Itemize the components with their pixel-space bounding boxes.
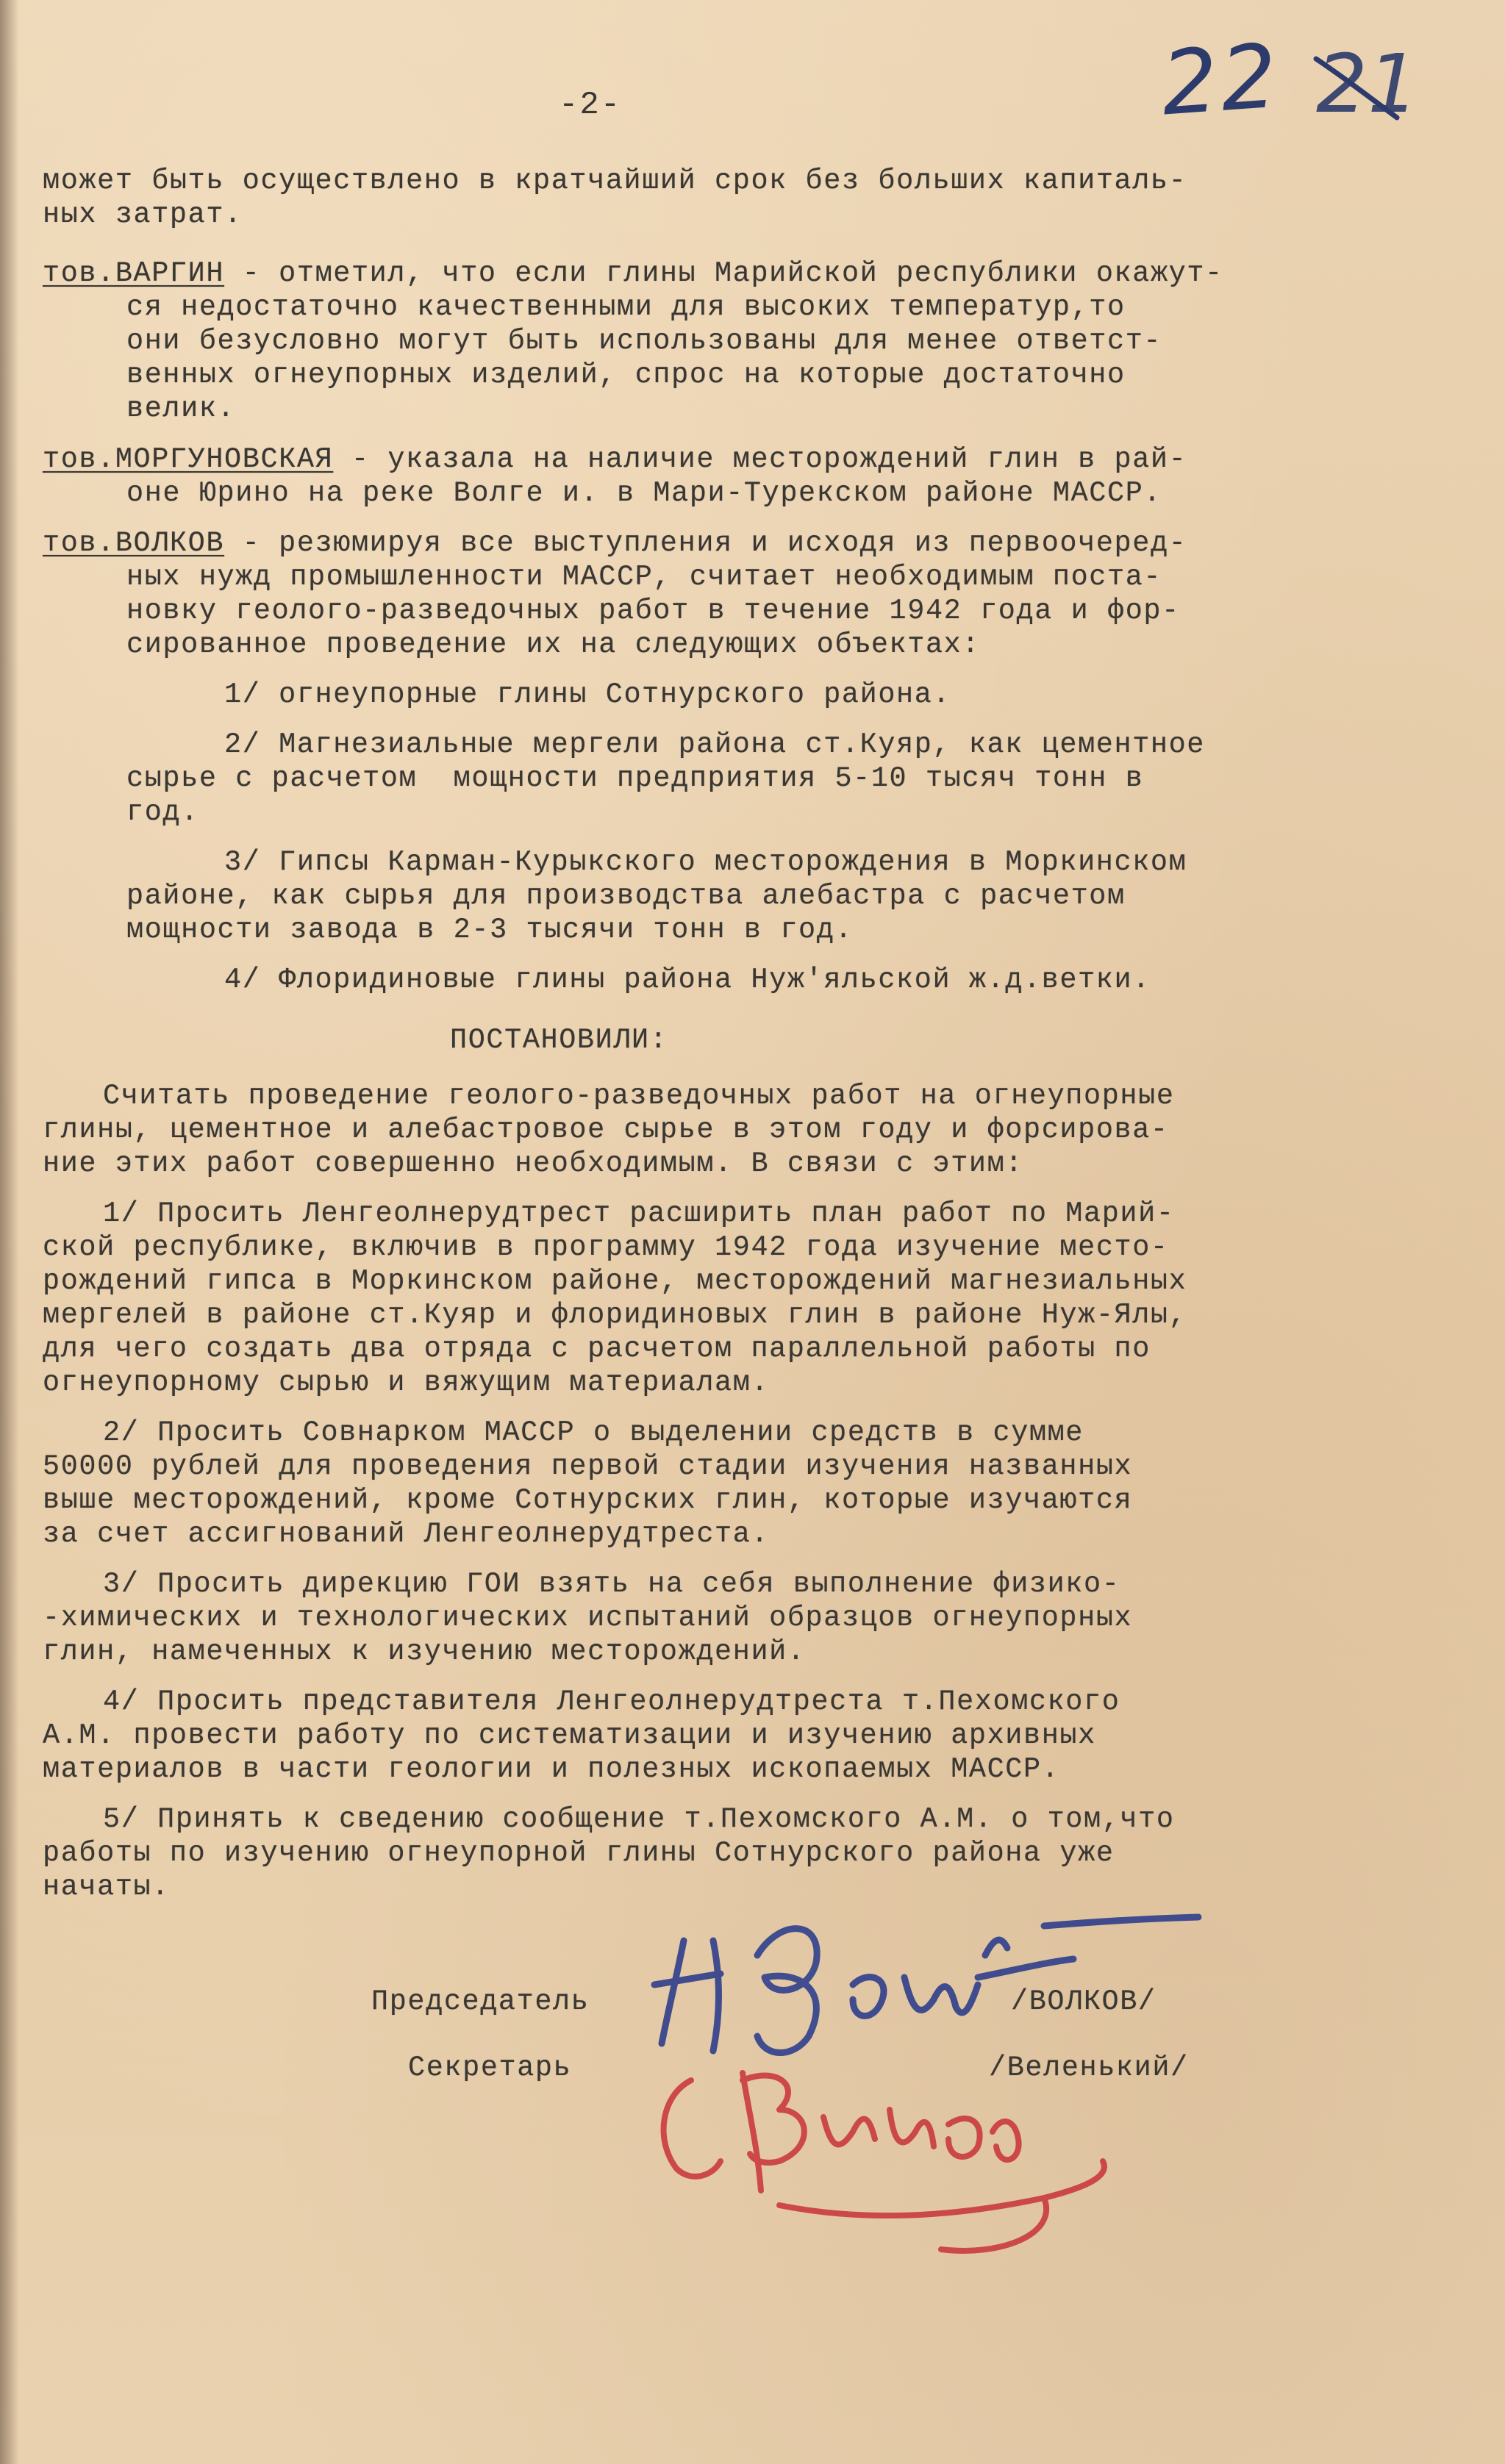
text-line: оне Юрино на реке Волге и. в Мари-Турекском районе МАССР.: [126, 477, 1162, 509]
archive-number: 22: [1158, 25, 1284, 136]
text-line: ся недостаточно качественными для высоких температур,то: [126, 291, 1126, 323]
speaker-text-morgunovskaya: - указала на наличие месторождений глин в рай-: [333, 443, 1187, 476]
text-line: новку геолого-разведочных работ в течение 1942 года и фор-: [126, 595, 1180, 627]
list-item: 3/ Гипсы Карман-Курыкского месторождения в Моркинском: [224, 846, 1187, 878]
list-item: 2/ Магнезиальные мергели района ст.Куяр, как цементное: [224, 728, 1206, 761]
text-line: Считать проведение геолого-разведочных работ на огнеупорные: [103, 1080, 1175, 1112]
text-line: 50000 рублей для проведения первой стадии изучения названных: [43, 1450, 1133, 1483]
page-edge-shadow: [0, 0, 19, 2464]
secretary-name: /Веленький/: [989, 2052, 1189, 2084]
list-item: 5/ Принять к сведению сообщение т.Пехомского А.М. о том,что: [103, 1803, 1175, 1836]
speaker-line-morgunovskaya: [43, 443, 1187, 476]
text-line: сированное проведение их на следующих объектах:: [126, 628, 981, 661]
list-item: 3/ Просить дирекцию ГОИ взять на себя выполнение физико-: [103, 1568, 1120, 1600]
section-heading: ПОСТАНОВИЛИ:: [450, 1024, 668, 1056]
text-line: А.М. провести работу по систематизации и изучению архивных: [43, 1719, 1096, 1752]
text-line: огнеупорному сырью и вяжущим материалам.: [43, 1367, 770, 1399]
text-line: начаты.: [43, 1871, 170, 1903]
list-item: 1/ Просить Ленгеолнерудтрест расширить план работ по Марий-: [103, 1197, 1175, 1230]
speaker-line-vargin: [43, 257, 1223, 290]
text-line: ской республике, включив в программу 1942 года изучение место-: [43, 1231, 1169, 1264]
text-line: глин, намеченных к изучению месторождений.: [43, 1636, 806, 1668]
text-line: материалов в части геологии и полезных ископаемых МАССР.: [43, 1753, 1060, 1786]
speaker-name-morgunovskaya: тов.МОРГУНОВСКАЯ: [43, 443, 334, 476]
speaker-name-vargin: тов.ВАРГИН: [43, 257, 225, 290]
text-line: для чего создать два отряда с расчетом параллельной работы по: [43, 1333, 1151, 1365]
text-line: год.: [126, 796, 199, 828]
text-line: выше месторождений, кроме Сотнурских глин, которые изучаются: [43, 1484, 1133, 1516]
text-line: ных нужд промышленности МАССР, считает необходимым поста-: [126, 561, 1162, 593]
text-line: сырье с расчетом мощности предприятия 5-10 тысяч тонн в: [126, 762, 1144, 795]
text-line: -химических и технологических испытаний образцов огнеупорных: [43, 1602, 1133, 1634]
text-line: велик.: [126, 393, 236, 425]
text-line: мергелей в районе ст.Куяр и флоридиновых глин в районе Нуж-Ялы,: [43, 1299, 1187, 1331]
text-line: может быть осуществлено в кратчайший срок без больших капиталь-: [43, 165, 1187, 197]
chairman-name: /ВОЛКОВ/: [1011, 1985, 1157, 2018]
secretary-label: Секретарь: [408, 2052, 572, 2084]
list-item: 2/ Просить Совнарком МАССР о выделении средств в сумме: [103, 1417, 1084, 1449]
speaker-name-volkov: тов.ВОЛКОВ: [43, 527, 225, 559]
text-line: венных огнеупорных изделий, спрос на которые достаточно: [126, 359, 1126, 391]
speaker-text-vargin: - отметил, что если глины Марийской республики окажут-: [224, 257, 1223, 290]
page-number: -2-: [559, 87, 622, 123]
chairman-label: Председатель: [371, 1985, 590, 2018]
text-line: рождений гипса в Моркинском районе, месторождений магнезиальных: [43, 1265, 1187, 1297]
archive-strike-mark: [1309, 44, 1404, 132]
list-item: 4/ Просить представителя Ленгеолнерудтреста т.Пехомского: [103, 1686, 1120, 1718]
text-line: за счет ассигнований Ленгеолнерудтреста.: [43, 1518, 770, 1550]
text-line: они безусловно могут быть использованы для менее ответст-: [126, 325, 1162, 357]
speaker-text-volkov: - резюмируя все выступления и исходя из первоочеред-: [224, 527, 1187, 559]
list-item: 1/ огнеупорные глины Сотнурского района.: [224, 678, 951, 711]
handwritten-signatures: [632, 1897, 1206, 2264]
text-line: районе, как сырья для производства алебастра с расчетом: [126, 880, 1126, 912]
archive-number-old: 21: [1316, 37, 1419, 131]
text-line: ние этих работ совершенно необходимым. В связи с этим:: [43, 1147, 1024, 1180]
text-line: глины, цементное и алебастровое сырье в этом году и форсирова-: [43, 1114, 1169, 1146]
text-line: мощности завода в 2-3 тысячи тонн в год.: [126, 914, 854, 946]
text-line: ных затрат.: [43, 198, 243, 231]
text-line: работы по изучению огнеупорной глины Сотнурского района уже: [43, 1837, 1115, 1869]
speaker-line-volkov: [43, 526, 1187, 560]
list-item: 4/ Флоридиновые глины района Нуж'яльской ж.д.ветки.: [224, 964, 1151, 996]
